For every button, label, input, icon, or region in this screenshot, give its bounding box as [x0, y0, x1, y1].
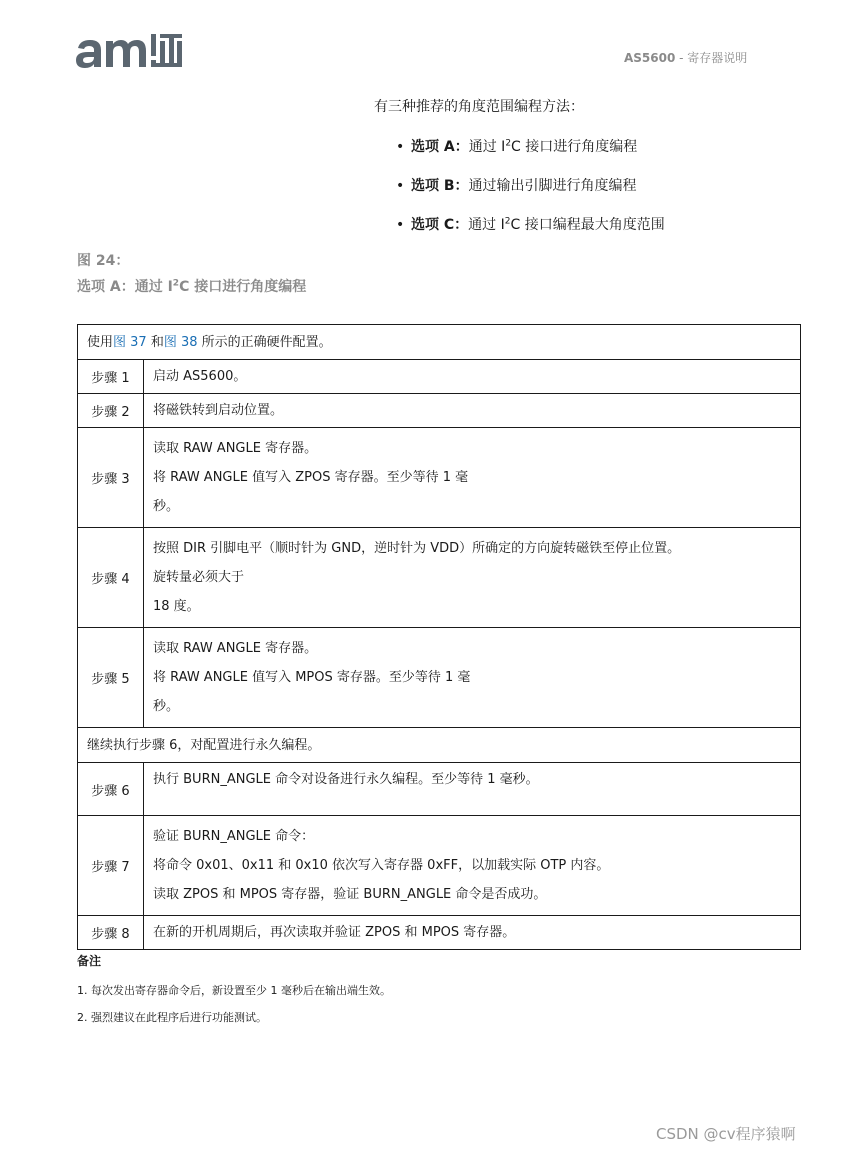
intro-row-text: 所示的正确硬件配置。 — [197, 334, 332, 350]
option-label: 选项 B： — [411, 178, 469, 194]
intro-row-cell — [78, 325, 801, 360]
note-item: 2. 强烈建议在此程序后进行功能测试。 — [77, 1011, 267, 1024]
option-c — [396, 213, 665, 252]
option-label: 选项 C： — [411, 217, 469, 233]
options-list — [396, 135, 665, 252]
table-row — [78, 628, 801, 728]
step-label: 步骤 5 — [78, 628, 144, 728]
description-line: 启动 AS5600。 — [153, 369, 247, 384]
description-line: 按照 DIR 引脚电平（顺时针为 GND，逆时针为 VDD）所确定的方向旋转磁铁至停止位置。 — [153, 541, 681, 556]
svg-text:ams: ams — [76, 34, 79, 35]
bullet-icon: • — [396, 178, 405, 194]
table-row — [78, 528, 801, 628]
option-text-tail: C 接口进行角度编程 — [511, 139, 638, 155]
doc-section: 寄存器说明 — [687, 51, 748, 65]
description-line: 读取 RAW ANGLE 寄存器。 — [153, 441, 318, 456]
description-line: 旋转量必须大于 — [153, 570, 245, 585]
figure-title-tail: C 接口进行角度编程 — [179, 279, 307, 295]
figure-title — [77, 276, 306, 296]
step-description — [144, 628, 801, 728]
bullet-icon: • — [396, 139, 405, 155]
figure-37-link[interactable]: 图 37 — [113, 334, 147, 350]
superscript: 2 — [505, 138, 512, 149]
description-line: 将命令 0x01、0x11 和 0x10 依次写入寄存器 0xFF，以加载实际 OTP 内容。 — [153, 858, 610, 873]
figure-number: 图 24： — [77, 253, 130, 269]
figure-38-link[interactable]: 图 38 — [163, 334, 198, 350]
step-label: 步骤 4 — [78, 528, 144, 628]
step-description — [144, 428, 801, 528]
table-row — [78, 428, 801, 528]
option-text: 通过输出引脚进行角度编程 — [468, 178, 637, 194]
description-line: 将磁铁转到启动位置。 — [153, 403, 284, 418]
description-line: 验证 BURN_ANGLE 命令： — [153, 829, 315, 844]
table-row — [78, 394, 801, 428]
csdn-watermark: CSDN @cv程序猿啊 — [656, 1125, 796, 1143]
table-row — [78, 916, 801, 950]
option-b — [396, 174, 665, 213]
intro-text: 有三种推荐的角度范围编程方法： — [374, 99, 584, 115]
step-description — [144, 816, 801, 916]
description-line: 秒。 — [153, 499, 180, 514]
option-label: 选项 A： — [411, 139, 469, 155]
step-label: 步骤 3 — [78, 428, 144, 528]
step-description — [144, 916, 801, 950]
description-line: 执行 BURN_ANGLE 命令对设备进行永久编程。至少等待 1 毫秒。 — [153, 772, 539, 787]
note-item: 1. 每次发出寄存器命令后，新设置至少 1 毫秒后在输出端生效。 — [77, 984, 391, 997]
option-text-tail: C 接口编程最大角度范围 — [510, 217, 665, 233]
option-text: 通过 I — [468, 217, 505, 233]
step-label: 步骤 1 — [78, 360, 144, 394]
description-line: 将 RAW ANGLE 值写入 ZPOS 寄存器。至少等待 1 毫 — [153, 470, 469, 485]
doc-model: AS5600 — [624, 51, 676, 65]
figure-title-text: 选项 A：通过 I — [77, 279, 173, 295]
option-a — [396, 135, 665, 174]
continue-row-cell: 继续执行步骤 6，对配置进行永久编程。 — [78, 728, 801, 763]
step-label: 步骤 6 — [78, 763, 144, 816]
step-label: 步骤 7 — [78, 816, 144, 916]
document-header — [624, 49, 747, 66]
description-line: 秒。 — [153, 699, 180, 714]
intro-row-text: 和 — [146, 334, 164, 350]
table-row — [78, 325, 801, 360]
table-row — [78, 728, 801, 763]
table-row — [78, 360, 801, 394]
description-line: 18 度。 — [153, 599, 200, 614]
description-line: 读取 RAW ANGLE 寄存器。 — [153, 641, 318, 656]
description-line: 在新的开机周期后，再次读取并验证 ZPOS 和 MPOS 寄存器。 — [153, 925, 516, 940]
intro-row-text: 使用 — [87, 334, 114, 350]
procedure-table — [77, 324, 801, 950]
notes-title: 备注 — [77, 954, 102, 968]
option-text: 通过 I — [468, 139, 506, 155]
superscript: 2 — [172, 278, 180, 289]
step-description — [144, 763, 801, 816]
description-line: 将 RAW ANGLE 值写入 MPOS 寄存器。至少等待 1 毫 — [153, 670, 471, 685]
step-label: 步骤 2 — [78, 394, 144, 428]
ams-logo — [76, 34, 182, 68]
description-line: 读取 ZPOS 和 MPOS 寄存器，验证 BURN_ANGLE 命令是否成功。 — [153, 887, 547, 902]
table-row — [78, 816, 801, 916]
table-row — [78, 763, 801, 816]
step-description — [144, 394, 801, 428]
step-label: 步骤 8 — [78, 916, 144, 950]
step-description — [144, 528, 801, 628]
bullet-icon: • — [396, 217, 405, 233]
doc-separator: - — [675, 51, 688, 65]
superscript: 2 — [504, 216, 511, 227]
step-description — [144, 360, 801, 394]
